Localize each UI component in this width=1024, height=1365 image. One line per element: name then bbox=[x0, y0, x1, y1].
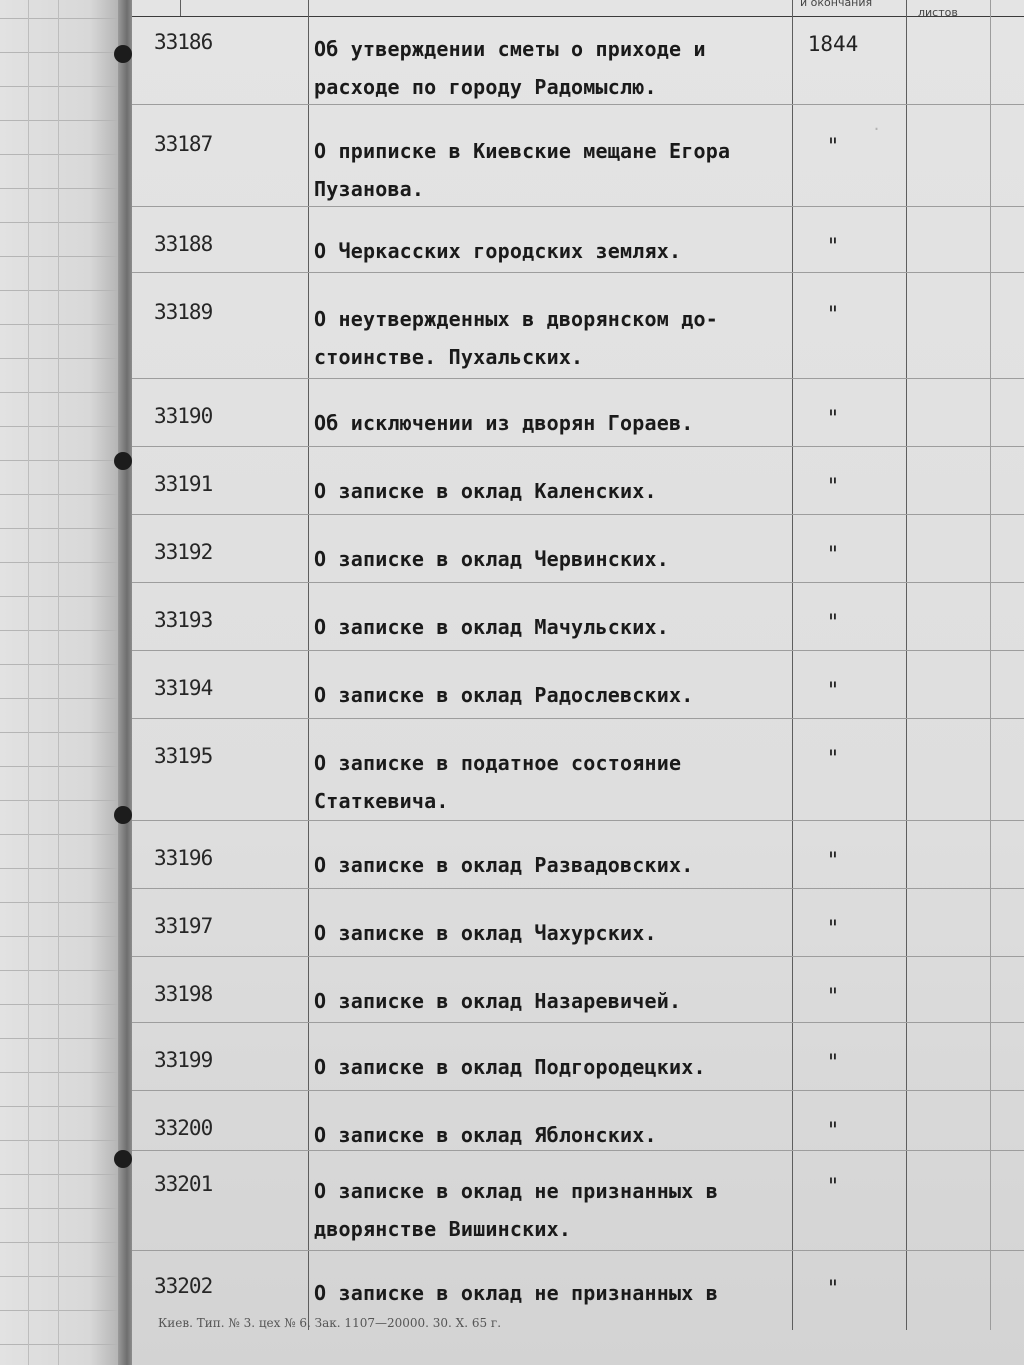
case-title bbox=[314, 540, 794, 578]
case-number: 33188 bbox=[154, 232, 213, 256]
binder-ring-icon bbox=[114, 45, 132, 63]
left-page-rule bbox=[0, 902, 128, 903]
case-number: 33187 bbox=[154, 132, 213, 156]
case-number: 33195 bbox=[154, 744, 213, 768]
left-page-rule bbox=[0, 154, 128, 155]
case-title-line: Пузанова. bbox=[314, 177, 425, 201]
left-page-rule bbox=[0, 800, 128, 801]
case-title-line: О записке в оклад не признанных в bbox=[314, 1179, 718, 1203]
case-number: 33199 bbox=[154, 1048, 213, 1072]
left-page-rule bbox=[0, 698, 128, 699]
case-title-line: О записке в оклад Мачульских. bbox=[314, 615, 669, 639]
case-title-line: О записке в податное состояние bbox=[314, 751, 682, 775]
case-year: " bbox=[826, 746, 840, 770]
left-page-rule bbox=[0, 834, 128, 835]
case-title-line: дворянстве Вишинских. bbox=[314, 1217, 572, 1241]
binder-ring-icon bbox=[114, 806, 132, 824]
left-page-rule bbox=[0, 1174, 128, 1175]
case-title bbox=[314, 30, 794, 106]
case-number: 33194 bbox=[154, 676, 213, 700]
case-year: " bbox=[826, 474, 840, 498]
left-page-rule bbox=[0, 1140, 128, 1141]
left-page-rule bbox=[0, 290, 128, 291]
left-page-rule bbox=[0, 392, 128, 393]
case-title-line: Об исключении из дворян Гораев. bbox=[314, 411, 694, 435]
left-page-rule bbox=[0, 188, 128, 189]
left-page-column-rule bbox=[28, 0, 29, 1365]
case-title bbox=[314, 914, 794, 952]
case-number: 33202 bbox=[154, 1274, 213, 1298]
left-page-rule bbox=[0, 460, 128, 461]
column-rule bbox=[906, 0, 907, 1330]
case-title-line: О записке в оклад не признанных в bbox=[314, 1281, 718, 1305]
left-page-rule bbox=[0, 494, 128, 495]
row-rule bbox=[132, 888, 1024, 889]
case-year: " bbox=[826, 916, 840, 940]
left-page-rule bbox=[0, 970, 128, 971]
row-rule bbox=[132, 104, 1024, 105]
left-page-rule bbox=[0, 120, 128, 121]
left-page-rule bbox=[0, 1004, 128, 1005]
case-number: 33201 bbox=[154, 1172, 213, 1196]
case-title bbox=[314, 1172, 794, 1248]
left-page-rule bbox=[0, 562, 128, 563]
left-page-column-rule bbox=[58, 0, 59, 1365]
row-rule bbox=[132, 1250, 1024, 1251]
case-title bbox=[314, 1274, 794, 1312]
column-rule bbox=[308, 0, 309, 1330]
show-through-text: · bbox=[872, 120, 882, 138]
case-title-line: Статкевича. bbox=[314, 789, 449, 813]
case-title bbox=[314, 1048, 794, 1086]
left-page-rule bbox=[0, 52, 128, 53]
case-title bbox=[314, 846, 794, 884]
case-year: " bbox=[826, 1050, 840, 1074]
row-rule bbox=[132, 650, 1024, 651]
case-title bbox=[314, 300, 794, 376]
left-page-rule bbox=[0, 1242, 128, 1243]
case-title bbox=[314, 1116, 794, 1154]
left-page-rule bbox=[0, 528, 128, 529]
case-year: " bbox=[826, 678, 840, 702]
case-year: " bbox=[826, 302, 840, 326]
case-year: " bbox=[826, 234, 840, 258]
case-title bbox=[314, 676, 794, 714]
case-year: " bbox=[826, 406, 840, 430]
left-page-rule bbox=[0, 630, 128, 631]
row-rule bbox=[132, 1150, 1024, 1151]
column-rule bbox=[180, 0, 181, 16]
row-rule bbox=[132, 582, 1024, 583]
case-title-line: О приписке в Киевские мещане Егора bbox=[314, 139, 731, 163]
case-year: 1844 bbox=[807, 32, 859, 56]
case-title bbox=[314, 472, 794, 510]
header-col-sheets: листов bbox=[918, 6, 958, 19]
binder-ring-icon bbox=[114, 1150, 132, 1168]
case-title-line: О записке в оклад Радослевских. bbox=[314, 683, 694, 707]
case-number: 33186 bbox=[154, 30, 213, 54]
case-number: 33190 bbox=[154, 404, 213, 428]
inventory-page bbox=[132, 0, 1024, 1365]
case-title-line: О записке в оклад Яблонских. bbox=[314, 1123, 657, 1147]
case-title bbox=[314, 744, 794, 820]
case-title-line: О Черкасских городских землях. bbox=[314, 239, 682, 263]
row-rule bbox=[132, 820, 1024, 821]
case-number: 33198 bbox=[154, 982, 213, 1006]
case-year: " bbox=[826, 134, 840, 158]
case-title bbox=[314, 132, 794, 208]
left-page-rule bbox=[0, 1208, 128, 1209]
printer-imprint: Киев. Тип. № 3. цех № 6. Зак. 1107—20000. 30. X. 65 г. bbox=[158, 1316, 502, 1330]
row-rule bbox=[132, 1022, 1024, 1023]
case-number: 33192 bbox=[154, 540, 213, 564]
case-number: 33197 bbox=[154, 914, 213, 938]
case-number: 33200 bbox=[154, 1116, 213, 1140]
case-title-line: Об утверждении сметы о приходе и bbox=[314, 37, 706, 61]
left-page-rule bbox=[0, 358, 128, 359]
row-rule bbox=[132, 446, 1024, 447]
case-number: 33193 bbox=[154, 608, 213, 632]
case-title-line: О записке в оклад Червинских. bbox=[314, 547, 669, 571]
row-rule bbox=[132, 718, 1024, 719]
case-title-line: расходе по городу Радомыслю. bbox=[314, 75, 657, 99]
row-rule bbox=[132, 514, 1024, 515]
case-number: 33189 bbox=[154, 300, 213, 324]
row-rule bbox=[132, 272, 1024, 273]
left-page-rule bbox=[0, 1072, 128, 1073]
left-page-rule bbox=[0, 766, 128, 767]
column-rule bbox=[990, 0, 991, 1330]
case-title bbox=[314, 982, 794, 1020]
left-page-rule bbox=[0, 732, 128, 733]
left-page-rule bbox=[0, 664, 128, 665]
left-page-rule bbox=[0, 426, 128, 427]
case-year: " bbox=[826, 1174, 840, 1198]
left-page-rule bbox=[0, 936, 128, 937]
left-page-rule bbox=[0, 18, 128, 19]
case-title-line: стоинстве. Пухальских. bbox=[314, 345, 584, 369]
left-page-rule bbox=[0, 1344, 128, 1345]
row-rule bbox=[132, 1090, 1024, 1091]
row-rule bbox=[132, 378, 1024, 379]
left-page-rule bbox=[0, 222, 128, 223]
left-page-rule bbox=[0, 1106, 128, 1107]
case-title bbox=[314, 608, 794, 646]
case-title-line: О неутвержденных в дворянском до- bbox=[314, 307, 718, 331]
row-rule bbox=[132, 206, 1024, 207]
case-title-line: О записке в оклад Развадовских. bbox=[314, 853, 694, 877]
case-title-line: О записке в оклад Подгородецких. bbox=[314, 1055, 706, 1079]
left-page-rule bbox=[0, 596, 128, 597]
left-page-rule bbox=[0, 868, 128, 869]
case-year: " bbox=[826, 1118, 840, 1142]
case-title-line: О записке в оклад Каленских. bbox=[314, 479, 657, 503]
case-year: " bbox=[826, 610, 840, 634]
header-rule bbox=[132, 16, 1024, 17]
left-page-rule bbox=[0, 86, 128, 87]
left-page-rule bbox=[0, 256, 128, 257]
case-number: 33196 bbox=[154, 846, 213, 870]
case-year: " bbox=[826, 542, 840, 566]
left-page bbox=[0, 0, 128, 1365]
case-year: " bbox=[826, 848, 840, 872]
case-title-line: О записке в оклад Назаревичей. bbox=[314, 989, 682, 1013]
header-col-dates: и окончания bbox=[800, 0, 873, 9]
row-rule bbox=[132, 956, 1024, 957]
binder-ring-icon bbox=[114, 452, 132, 470]
left-page-rule bbox=[0, 1276, 128, 1277]
left-page-rule bbox=[0, 324, 128, 325]
case-number: 33191 bbox=[154, 472, 213, 496]
case-year: " bbox=[826, 984, 840, 1008]
case-title-line: О записке в оклад Чахурских. bbox=[314, 921, 657, 945]
case-year: " bbox=[826, 1276, 840, 1300]
left-page-rule bbox=[0, 1038, 128, 1039]
case-title bbox=[314, 404, 794, 442]
case-title bbox=[314, 232, 794, 270]
left-page-rule bbox=[0, 1310, 128, 1311]
